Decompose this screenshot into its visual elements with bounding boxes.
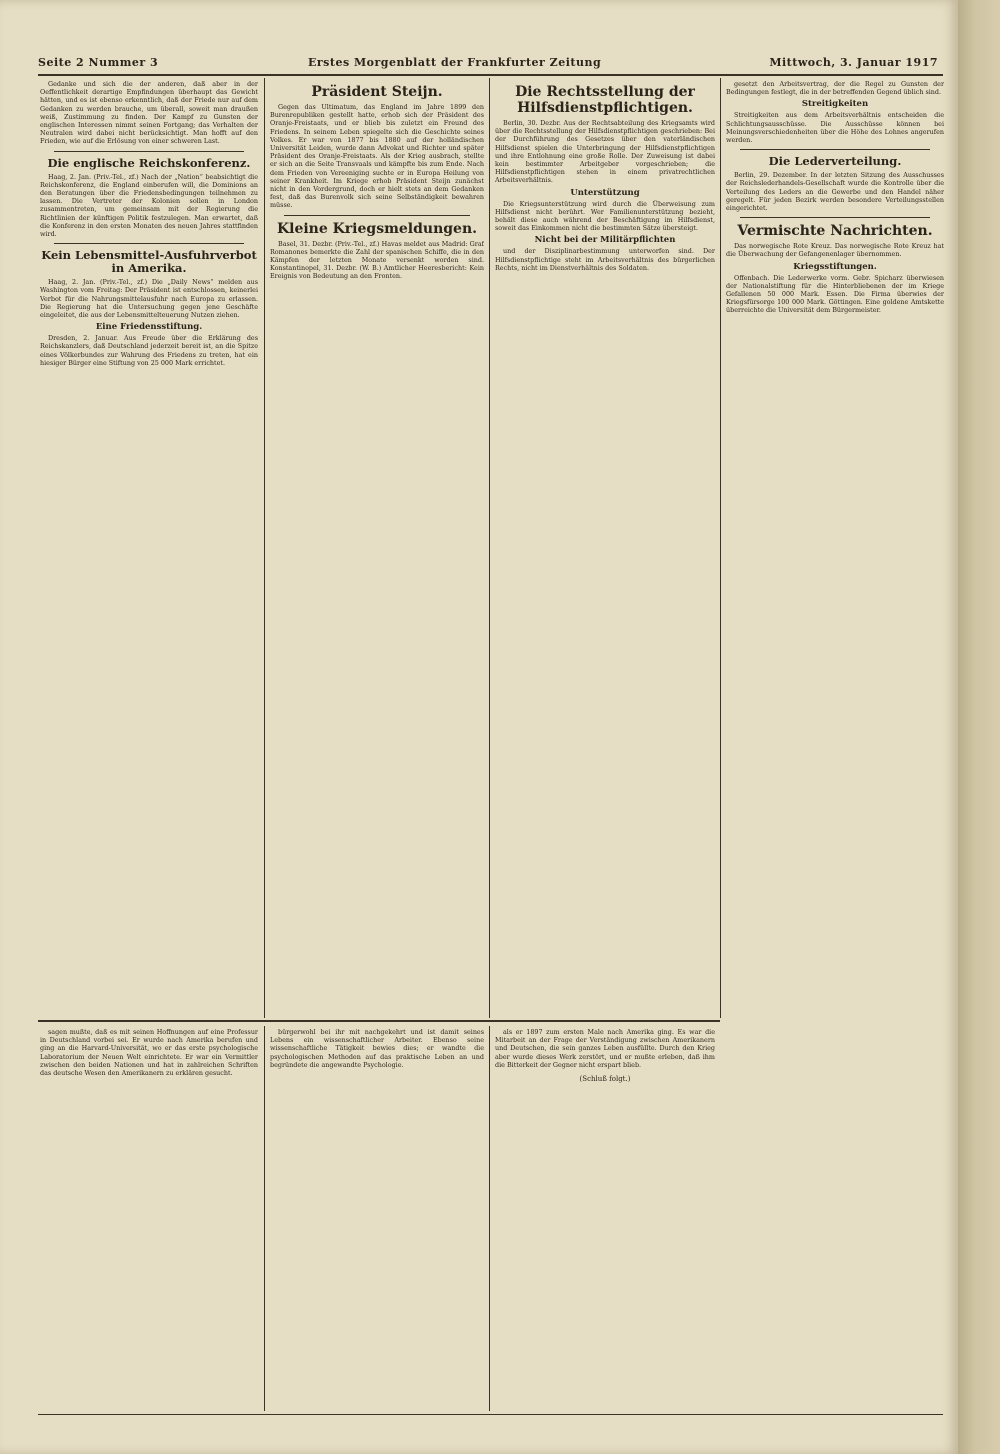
article-text: Das norwegische Rote Kreuz. Das norwegische Rote Kreuz hat die Überwachung der Gefangenenlager übernommen. xyxy=(726,242,944,259)
column-rule xyxy=(264,1026,265,1411)
article-heading: Die Lederverteilung. xyxy=(768,154,902,169)
separator xyxy=(54,151,244,152)
article-subheading: Unterstützung xyxy=(570,187,640,198)
article-heading: Kein Lebensmittel-Ausfuhrverbot in Amerika. xyxy=(41,248,257,276)
article-heading: Präsident Steijn. xyxy=(311,84,443,100)
continued-note: (Schluß folgt.) xyxy=(579,1075,631,1084)
article-text: Haag, 2. Jan. (Priv.-Tel., zf.) Nach der „Nation“ beabsichtigt die Reichskonferenz, die England einberufen will, die Dominions an den Beratungen über die Friedensbedingungen teilnehmen zu lassen. Die Vertreter der Kolonien sollen in London zusammentreten, um gemeinsam mit der Regierung die Richtlinien der künftigen Politik festzulegen. Man erwartet, daß die Konferenz in den ersten Monaten des neuen Jahres stattfinden wird. xyxy=(40,172,258,239)
column-3 xyxy=(495,80,715,1015)
article-text: als er 1897 zum ersten Male nach Amerika ging. Es war die Mitarbeit an der Frage der Verständigung zwischen Amerikanern und Deutschen, die sein ganzes Leben ausfüllte. Durch den Krieg aber wurde dieses Werk zerstört, und er mußte erleben, daß ihm die Bitterkeit der Gegner nicht erspart blieb. xyxy=(495,1028,715,1069)
article-text: Berlin, 29. Dezember. In der letzten Sitzung des Ausschusses der Reichslederhandels-Gesellschaft wurde die Kontrolle über die Verteilung des Leders an die Gewerbe und den Handel näher geregelt. Für jeden Bezirk werden besondere Verteilungsstellen eingerichtet. xyxy=(726,171,944,213)
separator xyxy=(54,243,244,244)
column-rule xyxy=(489,78,490,1018)
running-header xyxy=(38,56,938,72)
article-text: bürgerwohl bei ihr mit nachgekehrt und ist damit seines Lebens ein wissenschaftlicher Arbeiter. Ebenso seine wissenschaftliche Tätigkeit bewies dies; er wandte die psychologischen Methoden auf das praktische Leben an und begründete die angewandte Psychologie. xyxy=(270,1028,484,1069)
page-edge xyxy=(958,0,1000,1454)
feuilleton-column-3 xyxy=(495,1028,715,1408)
article-subheading: Nicht bei der Militärpflichten xyxy=(534,235,676,246)
article-heading: Die Rechtsstellung der Hilfsdienstpflichtigen. xyxy=(515,84,695,116)
article-subheading: Streitigkeiten xyxy=(801,99,869,110)
separator xyxy=(284,215,470,216)
separator xyxy=(740,149,930,150)
column-4 xyxy=(726,80,944,1410)
article-text: sagen mußte, daß es mit seinen Hoffnungen auf eine Professur in Deutschland vorbei sei. Er wurde nach Amerika berufen und ging an die Harvard-Universität, wo er das erste psychologische Laboratorium der Neuen Welt einrichtete. Er war ein Vermittler zwischen den beiden Nationen und hat in zahlreichen Schriften das deutsche Wesen den Amerikanern zu erklären gesucht. xyxy=(40,1028,258,1078)
column-rule xyxy=(489,1026,490,1411)
header-right: Mittwoch, 3. Januar 1917 xyxy=(769,56,938,69)
feuilleton-column-1 xyxy=(40,1028,258,1408)
separator xyxy=(740,217,930,218)
column-rule xyxy=(720,78,721,1018)
article-text: Berlin, 30. Dezbr. Aus der Rechtsabteilung des Kriegsamts wird über die Rechtsstellung der Hilfsdienstpflichtigen geschrieben: Bei der Durchführung des Gesetzes über den vaterländischen Hilfsdienst spielen die Unterbringung der Hilfsdienstpflichtigen und ihre Entlohnung eine große Rolle. Der Zuweisung ist dabei kein bestimmter Arbeitgeber vorgeschrieben; die Hilfsdienstpflichtigen stehen in einem privatrechtlichen Arbeitsverhältnis. xyxy=(495,119,715,185)
feuilleton-rule xyxy=(38,1020,720,1022)
header-left: Seite 2 Nummer 3 xyxy=(38,56,159,69)
header-rule xyxy=(38,74,943,76)
article-heading: Kleine Kriegsmeldungen. xyxy=(276,220,478,237)
article-text: Basel, 31. Dezbr. (Priv.-Tel., zf.) Havas meldet aus Madrid: Graf Romanones bemerkte die Zahl der spanischen Schiffe, die in den Kämpfen der letzten Monate versenkt worden sind. Konstantinopel, 31. Dezbr. (W. B.) Amtlicher Heeresbericht: Kein Ereignis von Bedeutung an den Fronten. xyxy=(270,239,484,281)
article-heading: Vermischte Nachrichten. xyxy=(737,223,933,240)
article-heading: Die englische Reichskonferenz. xyxy=(47,155,251,170)
article-heading: Eine Friedensstiftung. xyxy=(95,322,203,333)
article-text: Offenbach. Die Lederwerke vorm. Gebr. Spicharz überwiesen der Nationalstiftung für die Hinterbliebenen der im Kriege Gefallenen 50 000 Mark. Essen. Die Firma überwies der Kriegsfürsorge 100 000 Mark. Göttingen. Eine goldene Amtskette überreichte die Universität dem Bürgermeister. xyxy=(726,273,944,315)
article-text: und der Disziplinarbestimmung unterworfen sind. Der Hilfsdienstpflichtige steht im Arbeitsverhältnis des bürgerlichen Rechts, nicht im Dienstverhältnis des Soldaten. xyxy=(495,247,715,272)
article-text: Die Kriegsunterstützung wird durch die Überweisung zum Hilfsdienst nicht berührt. Wer Familienunterstützung bezieht, behält diese auch während der Beschäftigung im Hilfsdienst, soweit das Einkommen nicht die bestimmten Sätze übersteigt. xyxy=(495,199,715,233)
feuilleton-column-2 xyxy=(270,1028,484,1408)
article-text: gesetzt den Arbeitsvertrag, der die Regel zu Gunsten der Bedingungen festlegt, die in der betreffenden Gegend üblich sind. xyxy=(726,80,944,97)
column-1 xyxy=(40,80,258,1015)
column-2 xyxy=(270,80,484,1015)
footer-rule xyxy=(38,1414,943,1415)
article-text: Haag, 2. Jan. (Priv.-Tel., zf.) Die „Daily News“ melden aus Washington vom Freitag: Der Präsident ist entschlossen, keinerlei Verbot für die Nahrungsmittelausfuhr nach Europa zu erlassen. Die Regierung hat die Untersuchung gegen jene Geschäfte eingeleitet, die aus der Lebensmittelteuerung Nutzen ziehen. xyxy=(40,278,258,320)
article-subheading: Kriegsstiftungen. xyxy=(793,261,877,272)
article-text: Gedanke und sich die der anderen, daß aber in der Oeffentlichkeit derartige Empfindungen überhaupt das Gewicht hätten, und es ist ebenso erkenntlich, daß der Friede nur auf dem Gedanken zu werden brauche, um überall, soweit man draußen weiß, Zustimmung zu finden. Der Kampf zu Gunsten der englischen Interessen nimmt seinen Fortgang; das Verhalten der Neutralen wird dabei nicht berücksichtigt. Man hofft auf den Frieden, wie auf die Erlösung von einer schweren Last. xyxy=(40,80,258,146)
column-rule xyxy=(264,78,265,1018)
article-text: Streitigkeiten aus dem Arbeitsverhältnis entscheiden die Schlichtungsausschüsse. Die Ausschüsse können bei Meinungsverschiedenheiten über die Höhe des Lohnes angerufen werden. xyxy=(726,111,944,145)
article-text: Dresden, 2. Januar. Aus Freude über die Erklärung des Reichskanzlers, daß Deutschland jederzeit bereit ist, an die Spitze eines Völkerbundes zur Wahrung des Friedens zu treten, hat ein hiesiger Bürger eine Stiftung von 25 000 Mark errichtet. xyxy=(40,334,258,367)
article-text: Gegen das Ultimatum, das England im Jahre 1899 den Burenrepubliken gestellt hatte, erhob sich der Präsident des Oranje-Freistaats, und er blieb bis zuletzt ein Freund des Friedens. In seinem Leben spiegelte sich die Geschichte seines Volkes. Er war von 1877 bis 1880 auf der holländischen Universität Leiden, wurde dann Advokat und Richter und später Präsident des Oranje-Freistaats. Als der Krieg ausbrach, stellte er sich an die Seite Transvaals und kämpfte bis zum Ende. Nach dem Frieden von Vereeniging suchte er in Europa Heilung von seiner Krankheit. Im Kriege erhob Präsident Steijn zunächst nicht in den Vordergrund, doch er hielt stets an dem Gedanken fest, daß das Burenvolk sich seine Selbständigkeit bewahren müsse. xyxy=(270,103,484,210)
header-center: Erstes Morgenblatt der Frankfurter Zeitung xyxy=(308,56,602,69)
